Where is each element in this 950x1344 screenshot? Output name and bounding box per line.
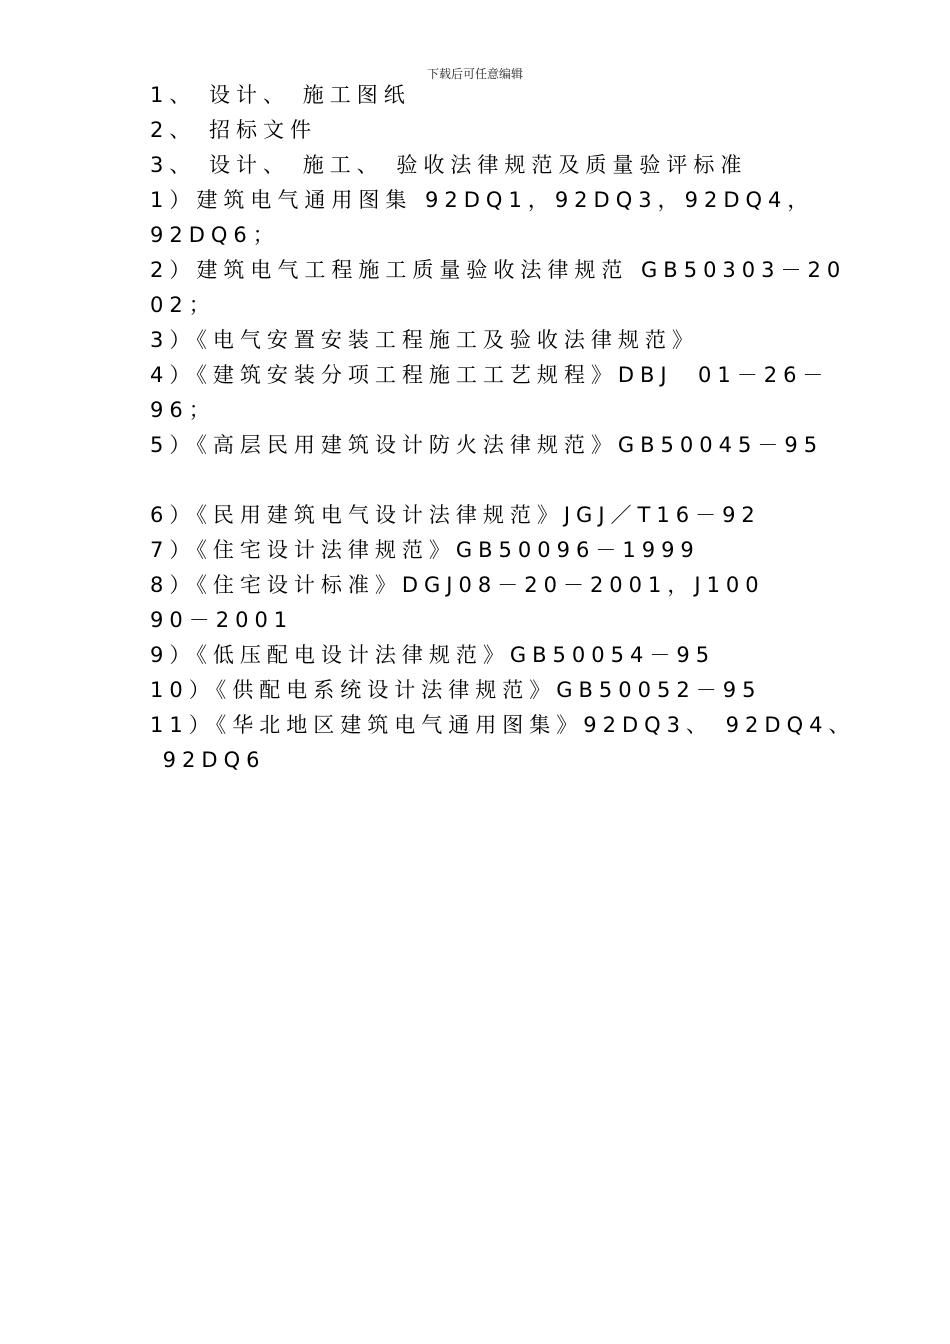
list-item: 6）《民用建筑电气设计法律规范》JGJ／T16－92 xyxy=(150,503,761,527)
list-item: 4）《建筑安装分项工程施工工艺规程》DBJ 01－26－ xyxy=(150,363,830,387)
list-item: 11）《华北地区建筑电气通用图集》92DQ3、 92DQ4、 xyxy=(150,713,856,737)
list-item: 2）建筑电气工程施工质量验收法律规范 GB50303－20 xyxy=(150,258,847,282)
header-note: 下载后可任意编辑 xyxy=(426,67,523,81)
document-body xyxy=(150,78,856,778)
list-item: 1、 设计、 施工图纸 xyxy=(150,83,411,107)
list-item: 3、 设计、 施工、 验收法律规范及质量验评标准 xyxy=(150,153,748,177)
list-item: 3）《电气安置安装工程施工及验收法律规范》 xyxy=(150,328,699,352)
list-item: 90－2001 xyxy=(150,608,294,632)
list-item: 92DQ6 xyxy=(150,748,266,772)
list-item: 2、 招标文件 xyxy=(150,118,318,142)
list-item: 5）《高层民用建筑设计防火法律规范》GB50045－95 xyxy=(150,433,824,457)
list-item: 10）《供配电系统设计法律规范》GB50052－95 xyxy=(150,678,762,702)
list-item: 1）建筑电气通用图集 92DQ1，92DQ3，92DQ4， xyxy=(150,188,815,212)
list-item: 92DQ6； xyxy=(150,223,280,247)
list-item: 96； xyxy=(150,398,216,422)
list-item: 8）《住宅设计标准》DGJ08－20－2001，J100 xyxy=(150,573,765,597)
list-item: 7）《住宅设计法律规范》GB50096－1999 xyxy=(150,538,700,562)
list-item: 9）《低压配电设计法律规范》GB50054－95 xyxy=(150,643,716,667)
blank-line xyxy=(150,463,840,498)
list-item: 02； xyxy=(150,293,216,317)
